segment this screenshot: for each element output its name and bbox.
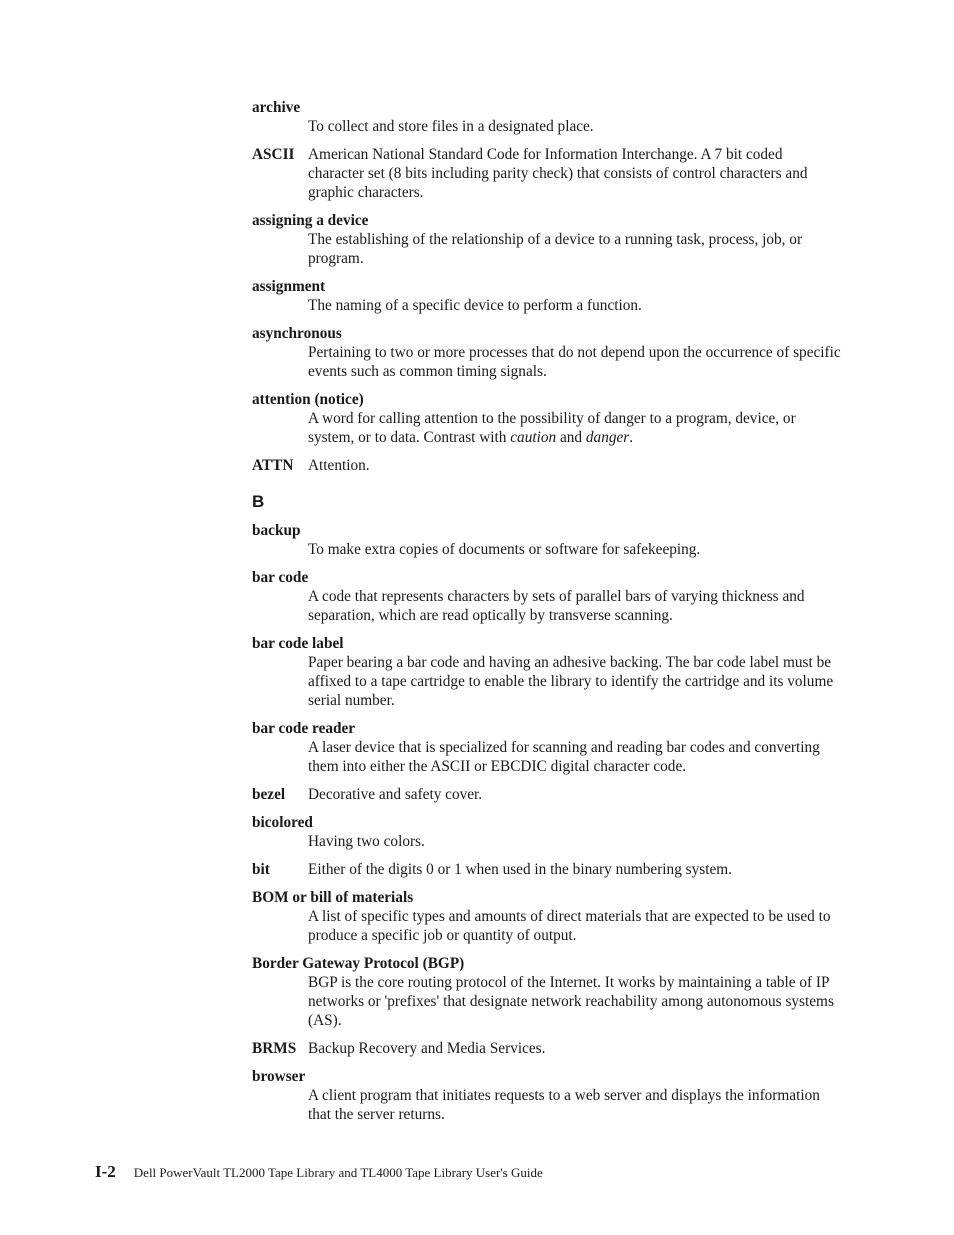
- glossary-definition: The establishing of the relationship of a device to a running task, process, job, or program.: [308, 231, 803, 267]
- footer-title: Dell PowerVault TL2000 Tape Library and TL4000 Tape Library User's Guide: [133, 1165, 543, 1180]
- glossary-definition: American National Standard Code for Information Interchange. A 7 bit coded character set (8 bits including parity check) that consists of control characters and graphic characters.: [308, 146, 808, 201]
- glossary-term: attention (notice): [252, 391, 364, 408]
- glossary-term: bicolored: [252, 814, 313, 831]
- glossary-term: ASCII: [252, 146, 295, 163]
- glossary-entry: [252, 211, 842, 268]
- glossary-definition: Backup Recovery and Media Services.: [308, 1040, 546, 1057]
- glossary-term: bar code reader: [252, 720, 356, 737]
- glossary-entry: [252, 888, 842, 945]
- glossary-term: assignment: [252, 278, 326, 295]
- glossary: [252, 98, 842, 1133]
- glossary-entry: [252, 521, 842, 559]
- glossary-definition: The naming of a specific device to perform a function.: [308, 297, 642, 314]
- cross-reference-term: danger: [585, 429, 630, 446]
- page-number: I-2: [95, 1162, 116, 1181]
- glossary-definition: Having two colors.: [308, 833, 425, 850]
- glossary-entry: [252, 277, 842, 315]
- glossary-term: browser: [252, 1068, 306, 1085]
- glossary-entry: [252, 1067, 842, 1124]
- definition-text: A word for calling attention to the possibility of danger to a program, device, or system, or to data. Contrast with: [308, 410, 796, 446]
- glossary-entry: [252, 860, 842, 879]
- glossary-definition: Pertaining to two or more processes that do not depend upon the occurrence of specific events such as common timing signals.: [308, 344, 841, 380]
- glossary-definition: A client program that initiates requests to a web server and displays the information that the server returns.: [308, 1087, 820, 1123]
- definition-text: .: [629, 429, 634, 446]
- glossary-entry: [252, 785, 842, 804]
- glossary-definition: Paper bearing a bar code and having an adhesive backing. The bar code label must be affixed to a tape cartridge to enable the library to identify the cartridge and its volume serial number.: [308, 654, 834, 709]
- glossary-entry: [252, 719, 842, 776]
- glossary-entry: [252, 954, 842, 1030]
- glossary-term: archive: [252, 99, 301, 116]
- glossary-entry: [252, 390, 842, 447]
- glossary-definition: [308, 409, 842, 447]
- page-footer: [95, 1162, 543, 1182]
- glossary-definition: A list of specific types and amounts of direct materials that are expected to be used to produce a specific job or quantity of output.: [308, 908, 831, 944]
- glossary-entry: [252, 634, 842, 710]
- glossary-term: assigning a device: [252, 212, 369, 229]
- glossary-term: backup: [252, 522, 301, 539]
- glossary-term: Border Gateway Protocol (BGP): [252, 955, 465, 972]
- glossary-entry: [252, 145, 842, 202]
- glossary-group-b: [252, 521, 842, 1124]
- glossary-definition: Either of the digits 0 or 1 when used in the binary numbering system.: [308, 861, 732, 878]
- glossary-term: BOM or bill of materials: [252, 889, 414, 906]
- section-heading-b: B: [252, 492, 265, 511]
- glossary-term: bar code: [252, 569, 309, 586]
- glossary-definition: A code that represents characters by sets of parallel bars of varying thickness and separation, which are read optically by transverse scanning.: [308, 588, 805, 624]
- glossary-entry: [252, 568, 842, 625]
- glossary-definition: BGP is the core routing protocol of the Internet. It works by maintaining a table of IP networks or 'prefixes' that designate network reachability among autonomous systems (AS).: [308, 974, 834, 1029]
- glossary-entry: [252, 813, 842, 851]
- glossary-entry: [252, 324, 842, 381]
- glossary-term: bit: [252, 861, 270, 878]
- glossary-term: ATTN: [252, 457, 294, 474]
- glossary-term: asynchronous: [252, 325, 342, 342]
- glossary-entry: [252, 98, 842, 136]
- glossary-definition: A laser device that is specialized for scanning and reading bar codes and converting them into either the ASCII or EBCDIC digital character code.: [308, 739, 820, 775]
- glossary-definition: Decorative and safety cover.: [308, 786, 483, 803]
- glossary-group-a: [252, 98, 842, 475]
- glossary-term: BRMS: [252, 1040, 297, 1057]
- glossary-term: bezel: [252, 786, 286, 803]
- glossary-definition: To collect and store files in a designated place.: [308, 118, 594, 135]
- glossary-term: bar code label: [252, 635, 344, 652]
- glossary-entry: [252, 1039, 842, 1058]
- definition-text: and: [556, 429, 586, 446]
- cross-reference-term: caution: [510, 429, 557, 446]
- glossary-definition: Attention.: [308, 457, 370, 474]
- glossary-entry: [252, 456, 842, 475]
- glossary-definition: To make extra copies of documents or software for safekeeping.: [308, 541, 701, 558]
